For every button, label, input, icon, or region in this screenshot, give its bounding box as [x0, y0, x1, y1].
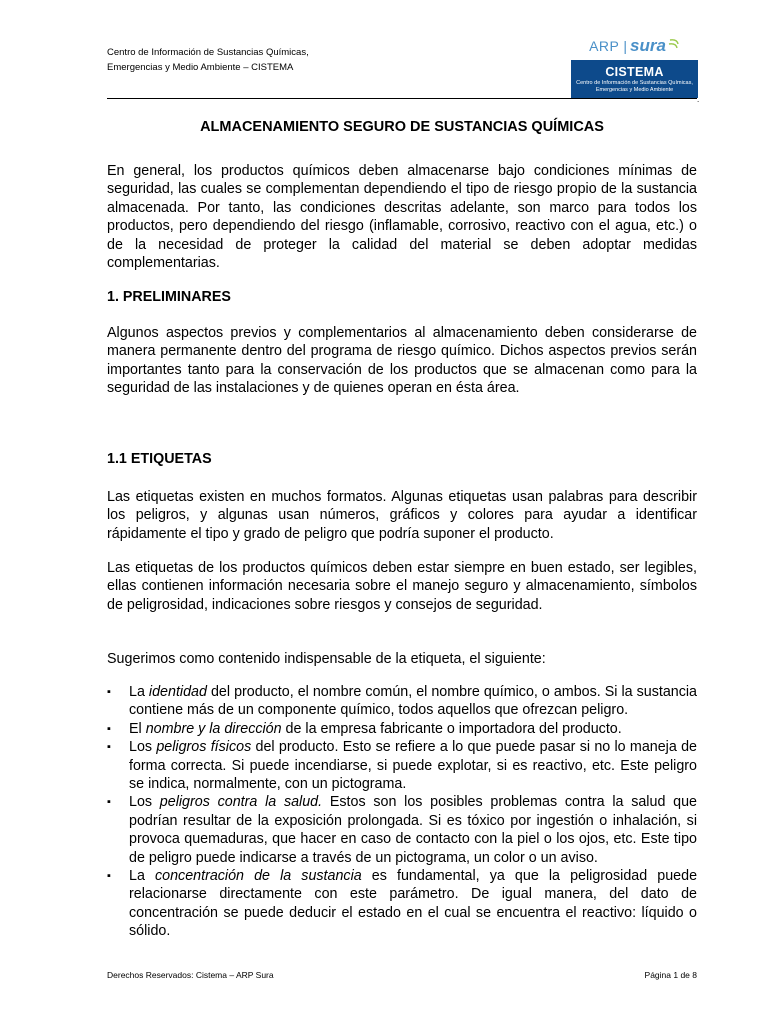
list-item — [107, 738, 697, 793]
list-item-text: del producto. Esto se refiere a lo que puede pasar si no lo maneja de forma correcta. Si puede incendiarse, si puede explotar, si es reactivo, etc. Este peligro se indica, normalmente, con un pictograma. — [129, 739, 697, 793]
section-heading-preliminares: 1. PRELIMINARES — [107, 289, 231, 305]
list-item-prefix: El — [129, 720, 146, 737]
logo-cistema-text: CISTEMA — [605, 65, 664, 79]
bullet-icon: ▪ — [107, 741, 111, 754]
list-item-emphasis: peligros físicos — [156, 739, 252, 756]
footer-copyright: Derechos Reservados: Cistema – ARP Sura — [107, 970, 274, 980]
list-item — [107, 867, 697, 941]
list-item-text: del producto, el nombre común, el nombre químico, o ambos. Si la sustancia contiene más de un componente químico, todos aquellos que ofrezcan peligro. — [129, 684, 697, 719]
header-divider-end: . — [697, 95, 700, 104]
header-divider — [107, 98, 697, 99]
list-item — [107, 720, 697, 738]
bullet-icon: ▪ — [107, 686, 111, 698]
section-heading-etiquetas: 1.1 ETIQUETAS — [107, 451, 212, 467]
list-item-emphasis: identidad — [148, 684, 207, 700]
logo-separator: | — [623, 37, 627, 54]
list-item-text: Estos son los posibles problemas contra la salud que podrían resultar de la exposición prolongada. Si es tóxico por ingestión o inhalación, si provoca quemaduras, que hacer en caso de contacto con la piel o los ojos, etc. Este tipo de peligro puede indicarse a través de un pictograma, un color o un aviso. — [129, 794, 697, 866]
document-header — [107, 45, 309, 75]
intro-text: En general, los productos químicos deben almacenarse bajo condiciones mínimas de seguridad, las cuales se complementan dependiendo el tipo de riesgo propio de la sustancia almacenada. Por tanto, las condiciones descritas adelante, son marco para todos los productos, pero dependiendo del riesgo (inflamable, corrosivo, reactivo con el agua, etc.) o de la necesidad de proteger la calidad del material se deben adoptar medidas complementarias. — [107, 163, 697, 272]
list-item — [107, 793, 697, 867]
etiquetas-text-3: Sugerimos como contenido indispensable de la etiqueta, el siguiente: — [107, 651, 546, 667]
list-item-prefix: Los — [129, 739, 157, 756]
logo-cistema-subtitle: Centro de Información de Sustancias Químicas, Emergencias y Medio Ambiente — [576, 80, 693, 93]
etiquetas-text-1: Las etiquetas existen en muchos formatos. Algunas etiquetas usan palabras para describir los peligros, y algunas usan números, gráficos y colores para ayudar a identificar rápidamente el tipo y grado de peligro que podría suponer el producto. — [107, 489, 697, 542]
etiquetas-text-2: Las etiquetas de los productos químicos deben estar siempre en buen estado, ser legibles, ellas contienen información necesaria sobre el manejo seguro y almacenamiento, símbolos de peligrosidad, indicaciones sobre riesgos y consejos de seguridad. — [107, 560, 697, 613]
header-line-2: Emergencias y Medio Ambiente – CISTEMA — [107, 62, 294, 73]
footer-page-number: Página 1 de 8 — [644, 970, 697, 980]
etiquetas-paragraph-1 — [107, 488, 697, 543]
swirl-icon — [668, 37, 680, 54]
logo-sura-text: sura — [630, 35, 666, 55]
list-item-text: es fundamental, ya que la peligrosidad puede relacionarse directamente con este parámetro. De igual manera, del dato de concentración se puede deducir el estado en el cual se encuentra el reactivo: líquido o sólido. — [129, 868, 698, 940]
preliminares-paragraph — [107, 324, 697, 398]
list-item — [107, 683, 697, 720]
arp-sura-cistema-logo — [571, 31, 698, 98]
etiquetas-paragraph-2 — [107, 559, 697, 614]
list-item-text: de la empresa fabricante o importadora del producto. — [281, 720, 622, 737]
list-item-prefix: La — [129, 868, 155, 885]
logo-arp-sura — [571, 31, 698, 60]
preliminares-text: Algunos aspectos previos y complementarios al almacenamiento deben considerarse de manera permanente dentro del programa de riesgo químico. Dichos aspectos previos serán importantes tanto para la conservación de los productos que se almacenan como para la seguridad de las instalaciones y de quienes operan en ésta área. — [107, 325, 697, 397]
list-item-prefix: Los — [129, 794, 160, 811]
list-item-emphasis: nombre y la dirección — [145, 720, 282, 737]
document-title: ALMACENAMIENTO SEGURO DE SUSTANCIAS QUÍMICAS — [200, 119, 604, 135]
list-item-prefix: La — [129, 684, 149, 700]
list-item-emphasis: peligros contra la salud. — [159, 794, 323, 811]
header-line-1: Centro de Información de Sustancias Químicas, — [107, 47, 309, 58]
bullet-icon: ▪ — [107, 870, 111, 883]
etiquetas-paragraph-3 — [107, 650, 697, 668]
logo-arp-text: ARP — [589, 37, 620, 54]
label-content-list — [107, 683, 697, 941]
list-item-emphasis: concentración de la sustancia — [155, 868, 362, 885]
logo-cistema-block — [571, 60, 698, 98]
bullet-icon: ▪ — [107, 722, 111, 735]
intro-paragraph — [107, 162, 697, 272]
bullet-icon: ▪ — [107, 796, 111, 809]
